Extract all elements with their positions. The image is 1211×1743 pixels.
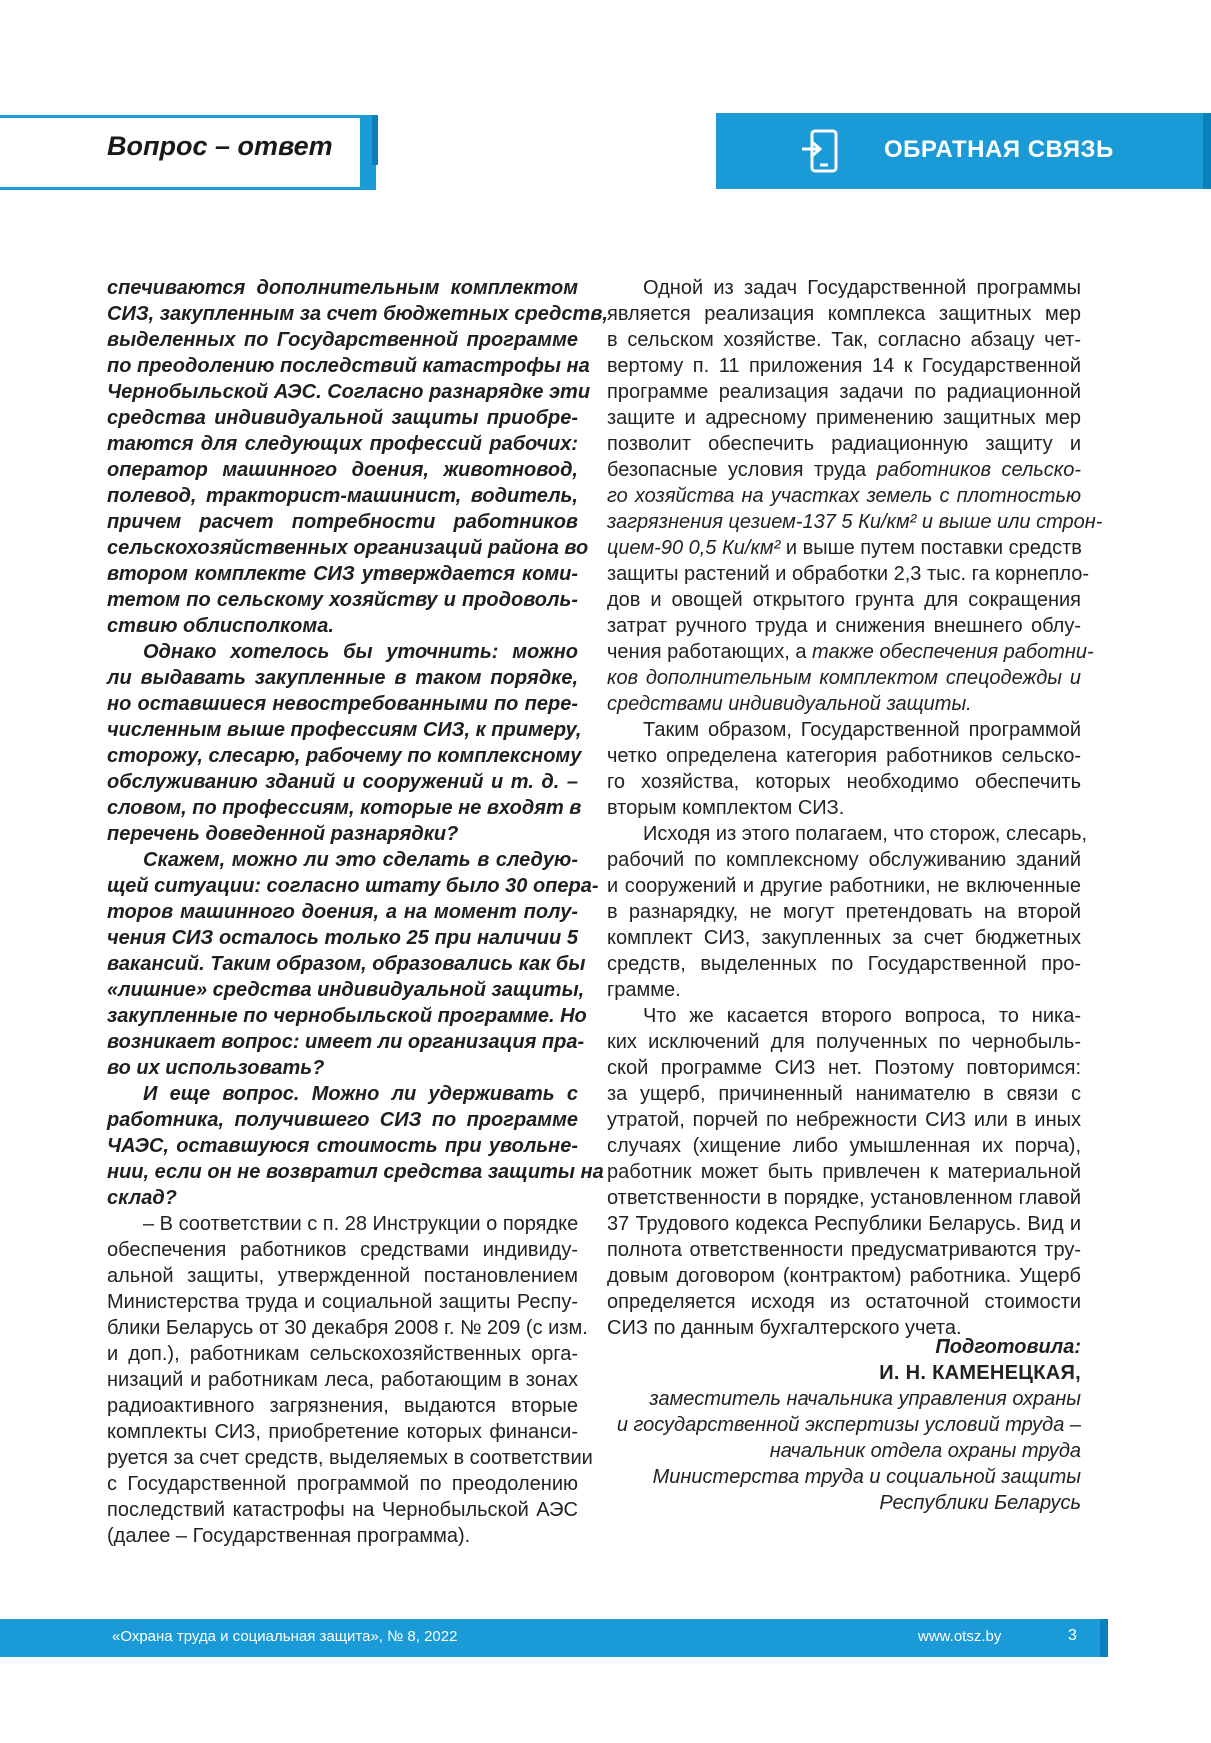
text-line: го хозяйства, которых необходимо обеспечить — [607, 771, 1081, 793]
text-line: и сооружений и другие работники, не включенные — [607, 875, 1081, 897]
text-line: го хозяйства на участках земель с плотностью — [607, 485, 1081, 507]
text-line: 37 Трудового кодекса Республики Беларусь. Вид и — [607, 1213, 1081, 1235]
text-line: вертому п. 11 приложения 14 к Государственной — [607, 355, 1081, 377]
text-line: сельскохозяйственных организаций района во — [107, 537, 589, 559]
text-line: Исходя из этого полагаем, что сторож, слесарь, — [643, 823, 1088, 845]
text-line: ЧАЭС, оставшуюся стоимость при увольне- — [107, 1135, 578, 1157]
text-line: защите и адресному применению защитных мер — [607, 407, 1081, 429]
text-line: торов машинного доения, а на момент полу- — [107, 901, 578, 923]
text-line: втором комплекте СИЗ утверждается коми- — [107, 563, 578, 585]
text-line: является реализация комплекса защитных мер — [607, 303, 1081, 325]
text-line: И еще вопрос. Можно ли удерживать с — [143, 1083, 578, 1105]
text-line — [607, 639, 1094, 665]
text-line: Таким образом, Государственной программой — [643, 719, 1081, 741]
text-line: с Государственной программой по преодолению — [107, 1473, 578, 1495]
text-line: работник может быть привлечен к материальной — [607, 1161, 1081, 1183]
text-line: оператор машинного доения, животновод, — [107, 459, 578, 481]
text-line: средств, выделенных по Государственной про- — [607, 953, 1081, 975]
text-line: таются для следующих профессий рабочих: — [107, 433, 578, 455]
text-line: чения СИЗ осталось только 25 при наличии 5 — [107, 927, 578, 949]
author-position-line: начальник отдела охраны труда — [769, 1440, 1081, 1462]
text-line: обеспечения работников средствами индивиду- — [107, 1239, 578, 1261]
text-span: чения работающих, а — [607, 641, 807, 663]
text-line: Однако хотелось бы уточнить: можно — [143, 641, 578, 663]
text-line: затрат ручного труда и снижения внешнего облу- — [607, 615, 1081, 637]
text-line: определяется исходя из остаточной стоимости — [607, 1291, 1081, 1313]
text-line: ков дополнительным комплектом спецодежды и — [607, 667, 1081, 689]
section-tab-notch — [372, 115, 378, 165]
text-span-italic: цием-90 0,5 Ки/км² — [607, 537, 781, 559]
author-position-line: заместитель начальника управления охраны — [649, 1388, 1081, 1410]
text-line: Чернобыльской АЭС. Согласно разнарядке эти — [107, 381, 591, 403]
text-line: Министерства труда и социальной защиты Респу- — [107, 1291, 578, 1313]
text-line: средствами индивидуальной защиты. — [607, 693, 972, 715]
text-line: Скажем, можно ли это сделать в следую- — [143, 849, 578, 871]
text-line: грамме. — [607, 979, 681, 1001]
text-line: нии, если он не возвратил средства защиты на — [107, 1161, 604, 1183]
page-number: 3 — [1068, 1627, 1077, 1644]
text-line: спечиваются дополнительным комплектом — [107, 277, 578, 299]
text-line: «лишние» средства индивидуальной защиты, — [107, 979, 585, 1001]
text-line: но оставшиеся невостребованными по пере- — [107, 693, 578, 715]
text-line: вторым комплектом СИЗ. — [607, 797, 845, 819]
text-line: работника, получившего СИЗ по программе — [107, 1109, 578, 1131]
text-line: дов и овощей открытого грунта для сокращения — [607, 589, 1081, 611]
text-line: тетом по сельскому хозяйству и продоволь- — [107, 589, 578, 611]
text-line: в разнарядку, не могут претендовать на второй — [607, 901, 1081, 923]
text-line: возникает вопрос: имеет ли организация пра- — [107, 1031, 585, 1053]
text-line: за ущерб, причиненный нанимателю в связи с — [607, 1083, 1081, 1105]
footer-journal: «Охрана труда и социальная защита», № 8, 2022 — [112, 1628, 458, 1645]
text-line: рабочий по комплексному обслуживанию зданий — [607, 849, 1081, 871]
text-line: перечень доведенной разнарядки? — [107, 823, 459, 845]
text-line: полевод, тракторист-машинист, водитель, — [107, 485, 578, 507]
text-line: ской программе СИЗ нет. Поэтому повторимся: — [607, 1057, 1081, 1079]
text-line: СИЗ по данным бухгалтерского учета. — [607, 1317, 962, 1339]
text-line: последствий катастрофы на Чернобыльской АЭС — [107, 1499, 578, 1521]
text-line: закупленные по чернобыльской программе. Но — [107, 1005, 587, 1027]
text-span-italic: также обеспечения работни- — [806, 641, 1094, 663]
text-line: позволит обеспечить радиационную защиту и — [607, 433, 1081, 455]
right-column — [607, 275, 1103, 1341]
text-line: блики Беларусь от 30 декабря 2008 г. № 209 (с изм. — [107, 1317, 588, 1339]
left-column — [107, 275, 608, 1549]
text-line: по преодолению последствий катастрофы на — [107, 355, 590, 377]
text-line: довым договором (контрактом) работника. Ущерб — [607, 1265, 1081, 1287]
feedback-banner — [716, 113, 1211, 189]
text-line: случаях (хищение либо умышленная их порча), — [607, 1135, 1081, 1157]
text-line: защиты растений и обработки 2,3 тыс. га корнепло- — [607, 563, 1090, 585]
text-line: словом, по профессиям, которые не входят в — [107, 797, 582, 819]
text-line: радиоактивного загрязнения, выдаются вторые — [107, 1395, 578, 1417]
text-line — [607, 457, 1081, 483]
signature-block — [607, 1334, 1081, 1516]
text-line: низаций и работникам леса, работающим в зонах — [107, 1369, 578, 1391]
text-line: ких исключений для полученных по чернобыль- — [607, 1031, 1081, 1053]
section-tab — [0, 115, 378, 192]
text-line: щей ситуации: согласно штату было 30 опера- — [107, 875, 599, 897]
text-line: Что же касается второго вопроса, то ника- — [643, 1005, 1081, 1027]
text-line: обслуживанию зданий и сооружений и т. д. – — [107, 771, 578, 793]
text-line: четко определена категория работников сельско- — [607, 745, 1081, 767]
author-position-line: Республики Беларусь — [879, 1492, 1081, 1514]
text-line: ствию облисполкома. — [107, 615, 334, 637]
author-position-line: и государственной экспертизы условий труда – — [616, 1414, 1081, 1436]
text-line: вакансий. Таким образом, образовались как бы — [107, 953, 586, 975]
author-position-line: Министерства труда и социальной защиты — [652, 1466, 1081, 1488]
text-line: альной защиты, утвержденной постановлением — [107, 1265, 578, 1287]
text-span: и выше путем поставки средств — [780, 537, 1082, 559]
text-line: склад? — [107, 1187, 177, 1209]
phone-arrow-icon — [800, 129, 842, 173]
section-title: Вопрос – ответ — [107, 131, 333, 161]
text-line: численным выше профессиям СИЗ, к примеру, — [107, 719, 582, 741]
text-line: руется за счет средств, выделяемых в соответствии — [107, 1447, 593, 1469]
text-line: выделенных по Государственной программе — [107, 329, 578, 351]
text-line: и доп.), работникам сельскохозяйственных орга- — [107, 1343, 578, 1365]
text-line: СИЗ, закупленным за счет бюджетных средств, — [107, 303, 608, 325]
text-line: утратой, порчей по небрежности СИЗ или в иных — [607, 1109, 1081, 1131]
text-line: (далее – Государственная программа). — [107, 1525, 471, 1547]
author-name: И. Н. КАМЕНЕЦКАЯ, — [879, 1362, 1081, 1384]
text-line: Одной из задач Государственной программы — [643, 277, 1081, 299]
text-line: загрязнения цезием-137 5 Ки/км² и выше или строн- — [607, 511, 1103, 533]
text-span-italic: работников сельско- — [876, 459, 1082, 481]
text-line — [607, 535, 1081, 561]
text-line: ответственности в порядке, установленном главой — [607, 1187, 1081, 1209]
text-line: ли выдавать закупленные в таком порядке, — [107, 667, 578, 689]
footer-shadow — [1100, 1619, 1108, 1657]
text-line: полнота ответственности предусматриваются тру- — [607, 1239, 1081, 1261]
text-line: причем расчет потребности работников — [107, 511, 578, 533]
text-line: сторожу, слесарю, рабочему по комплексному — [107, 745, 582, 767]
footer-site-link[interactable]: www.otsz.by — [918, 1628, 1002, 1645]
text-line: комплект СИЗ, закупленных за счет бюджетных — [607, 927, 1081, 949]
text-line: – В соответствии с п. 28 Инструкции о порядке — [143, 1213, 579, 1235]
text-line: средства индивидуальной защиты приобре- — [107, 407, 578, 429]
feedback-label: ОБРАТНАЯ СВЯЗЬ — [884, 136, 1114, 163]
feedback-banner-shadow — [1203, 113, 1211, 189]
prepared-label: Подготовила: — [935, 1336, 1081, 1358]
text-line: программе реализация задачи по радиационной — [607, 381, 1081, 403]
text-span: безопасные условия труда — [607, 459, 867, 481]
text-line: комплекты СИЗ, приобретение которых финанси- — [107, 1421, 578, 1443]
text-line: во их использовать? — [107, 1057, 325, 1079]
page-footer — [0, 1619, 1108, 1657]
text-line: в сельском хозяйстве. Так, согласно абзацу чет- — [607, 329, 1081, 351]
